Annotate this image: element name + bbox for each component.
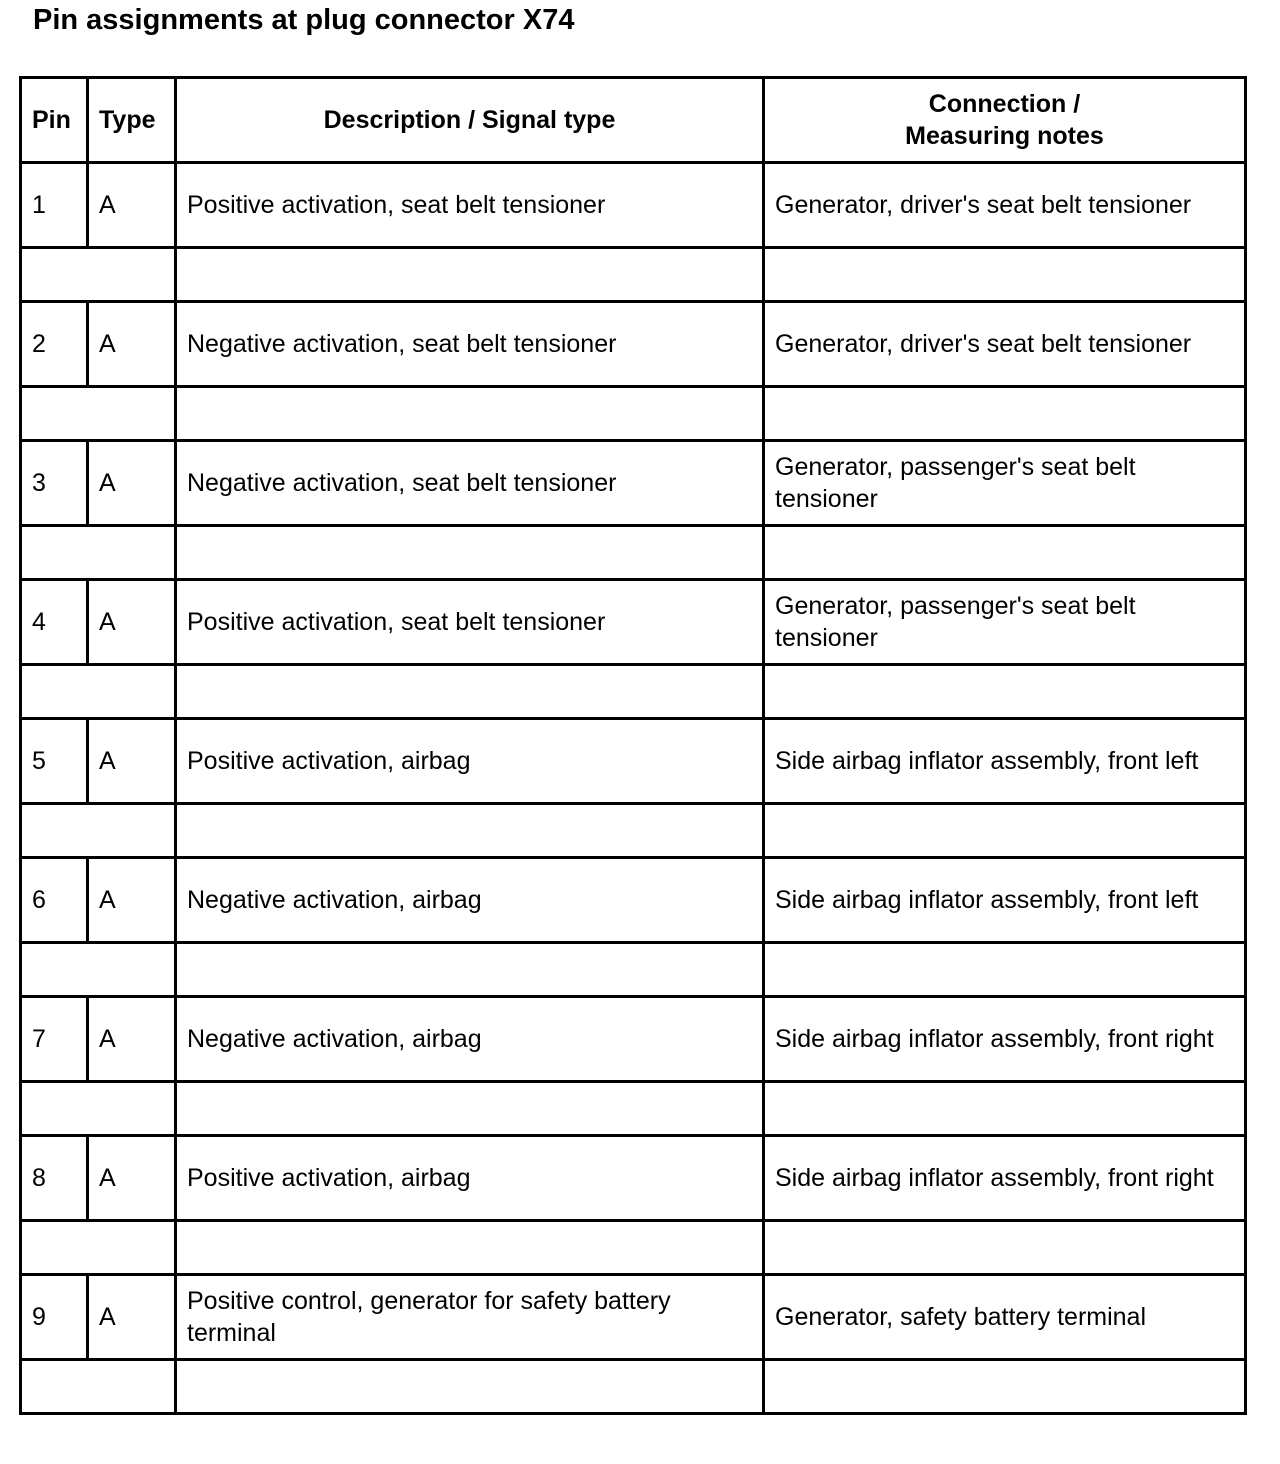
spacer-cell (764, 526, 1246, 580)
cell-type: A (88, 1275, 176, 1360)
spacer-cell (21, 804, 176, 858)
spacer-cell (764, 1221, 1246, 1275)
header-connection-line2: Measuring notes (905, 122, 1104, 150)
header-type: Type (88, 78, 176, 163)
header-description: Description / Signal type (176, 78, 764, 163)
spacer-row (21, 526, 1246, 580)
spacer-cell (176, 943, 764, 997)
cell-type: A (88, 163, 176, 248)
cell-connection: Generator, safety battery terminal (764, 1275, 1246, 1360)
cell-connection: Side airbag inflator assembly, front right (764, 1136, 1246, 1221)
spacer-cell (21, 1082, 176, 1136)
cell-type: A (88, 858, 176, 943)
header-connection-line1: Connection / (928, 90, 1081, 118)
spacer-cell (176, 804, 764, 858)
spacer-cell (21, 1221, 176, 1275)
cell-pin: 9 (21, 1275, 88, 1360)
cell-pin: 8 (21, 1136, 88, 1221)
cell-type: A (88, 441, 176, 526)
cell-type: A (88, 302, 176, 387)
spacer-cell (176, 526, 764, 580)
spacer-row (21, 665, 1246, 719)
cell-pin: 5 (21, 719, 88, 804)
spacer-cell (176, 248, 764, 302)
spacer-cell (176, 387, 764, 441)
cell-type: A (88, 997, 176, 1082)
cell-description: Positive activation, airbag (176, 719, 764, 804)
header-pin: Pin (21, 78, 88, 163)
spacer-cell (21, 943, 176, 997)
cell-pin: 4 (21, 580, 88, 665)
cell-pin: 1 (21, 163, 88, 248)
cell-connection: Side airbag inflator assembly, front right (764, 997, 1246, 1082)
table-row (21, 1275, 1246, 1360)
cell-pin: 7 (21, 997, 88, 1082)
cell-connection: Generator, driver's seat belt tensioner (764, 163, 1246, 248)
cell-description: Negative activation, airbag (176, 997, 764, 1082)
cell-type: A (88, 1136, 176, 1221)
spacer-cell (176, 665, 764, 719)
spacer-row (21, 248, 1246, 302)
table-row (21, 719, 1246, 804)
cell-type: A (88, 580, 176, 665)
cell-pin: 2 (21, 302, 88, 387)
page-title: Pin assignments at plug connector X74 (33, 4, 575, 36)
cell-type: A (88, 719, 176, 804)
table-row (21, 163, 1246, 248)
cell-connection: Generator, driver's seat belt tensioner (764, 302, 1246, 387)
spacer-cell (21, 1360, 176, 1414)
spacer-row (21, 1082, 1246, 1136)
table-header-row (21, 78, 1246, 163)
table-row (21, 858, 1246, 943)
spacer-row (21, 1221, 1246, 1275)
cell-pin: 3 (21, 441, 88, 526)
spacer-row (21, 1360, 1246, 1414)
header-connection (764, 78, 1246, 163)
spacer-cell (21, 665, 176, 719)
cell-description: Negative activation, seat belt tensioner (176, 302, 764, 387)
cell-description: Negative activation, airbag (176, 858, 764, 943)
spacer-cell (21, 387, 176, 441)
cell-pin: 6 (21, 858, 88, 943)
spacer-cell (21, 248, 176, 302)
spacer-cell (764, 1082, 1246, 1136)
cell-description: Positive activation, airbag (176, 1136, 764, 1221)
cell-description: Negative activation, seat belt tensioner (176, 441, 764, 526)
cell-description: Positive activation, seat belt tensioner (176, 163, 764, 248)
spacer-cell (176, 1221, 764, 1275)
pin-assignment-table (19, 76, 1247, 1415)
table-row (21, 997, 1246, 1082)
cell-connection: Side airbag inflator assembly, front left (764, 858, 1246, 943)
spacer-cell (764, 943, 1246, 997)
spacer-cell (21, 526, 176, 580)
spacer-cell (764, 248, 1246, 302)
cell-description: Positive activation, seat belt tensioner (176, 580, 764, 665)
spacer-cell (176, 1082, 764, 1136)
cell-description: Positive control, generator for safety battery terminal (176, 1275, 764, 1360)
cell-connection: Side airbag inflator assembly, front left (764, 719, 1246, 804)
spacer-cell (764, 387, 1246, 441)
spacer-cell (764, 1360, 1246, 1414)
spacer-cell (176, 1360, 764, 1414)
table-row (21, 580, 1246, 665)
spacer-row (21, 804, 1246, 858)
cell-connection: Generator, passenger's seat belt tensioner (764, 580, 1246, 665)
spacer-row (21, 943, 1246, 997)
spacer-cell (764, 804, 1246, 858)
spacer-cell (764, 665, 1246, 719)
table-row (21, 302, 1246, 387)
cell-connection: Generator, passenger's seat belt tensioner (764, 441, 1246, 526)
table-row (21, 1136, 1246, 1221)
spacer-row (21, 387, 1246, 441)
table-row (21, 441, 1246, 526)
